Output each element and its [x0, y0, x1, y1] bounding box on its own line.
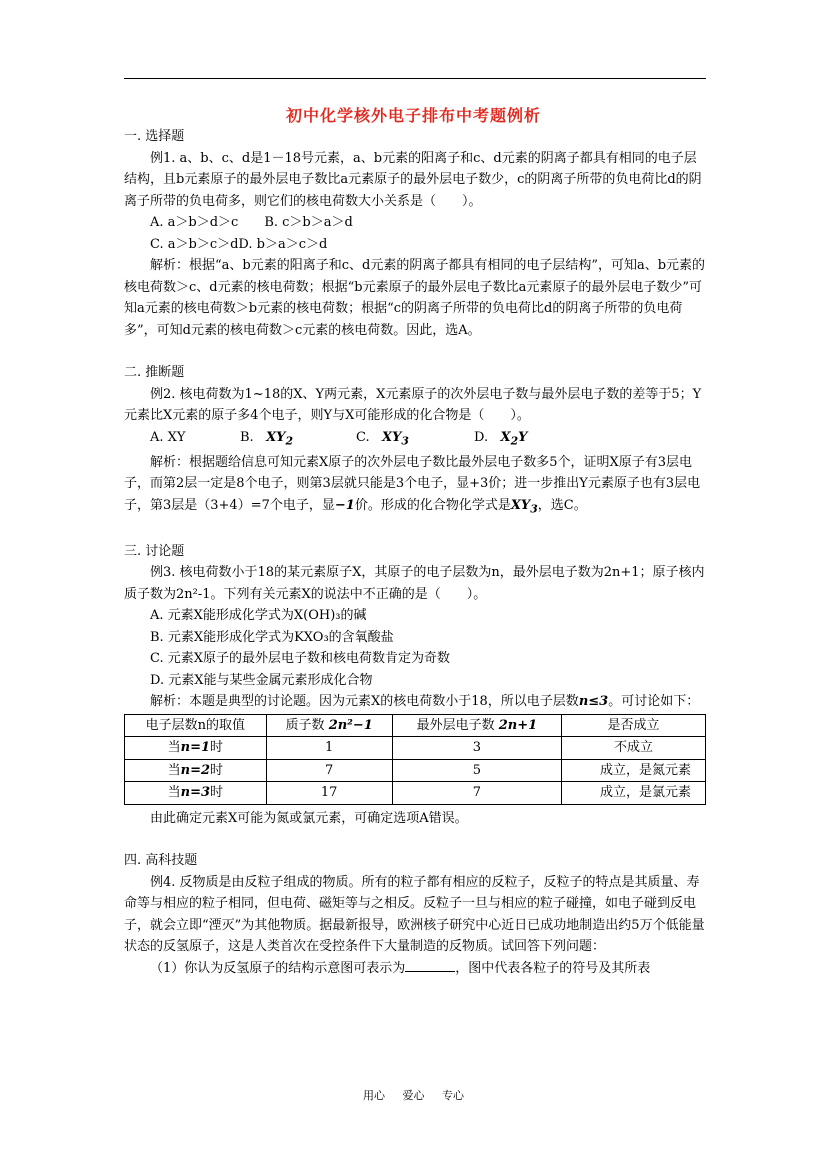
table-cell: 不成立 — [562, 737, 706, 760]
answer-2: 解析：根据题给信息可知元素X原子的次外层电子数比最外层电子数多5个，证明X原子有3层电子，而第2层一定是8个电子，则第3层就只能是3个电子，显+3价；进一步推出Y元素原子也有3层电子，第3层是（3+4）=7个电子，显−1价。形成的化合物化学式是$XY_3$，选C。 — [124, 454, 701, 516]
question-1-options-cd: C. a＞b＞c＞dD. b＞a＞c＞d — [150, 236, 328, 252]
question-3: 例3. 核电荷数小于18的某元素原子X，其原子的电子层数为n，最外层电子数为2n+1；原子核内质子数为2n²-1。下列有关元素X的说法中不正确的是（ ）。 — [124, 565, 705, 602]
table-cell: 3 — [392, 737, 561, 760]
option-d: D. $X_2Y$ — [474, 429, 528, 448]
discussion-table — [124, 714, 706, 805]
conclusion-3: 由此确定元素X可能为氮或氯元素，可确定选项A错误。 — [150, 810, 468, 826]
option-a: A. XY — [150, 429, 186, 445]
document-title: 初中化学核外电子排布中考题例析 — [285, 106, 541, 125]
question-1-options-ab: A. a＞b＞d＞c B. c＞b＞a＞d — [150, 215, 353, 230]
option-b: B. $XY_2$ — [240, 429, 294, 448]
table-row — [125, 782, 706, 805]
answer-1: 解析：根据“a、b元素的阳离子和c、d元素的阴离子都具有相同的电子层结构”，可知a、b元素的核电荷数＞c、d元素的核电荷数；根据“b元素原子的最外层电子数比a元素原子的最外层电子数少”可知a元素的核电荷数＞b元素的核电荷数；根据“c的阴离子所带的负电荷比d的阴离子所带的负电荷多”，可知d元素的核电荷数＞c元素的核电荷数。因此，选A。 — [124, 258, 706, 338]
question-1: 例1. a、b、c、d是1－18号元素，a、b元素的阳离子和c、d元素的阴离子都具有相同的电子层结构，且b元素原子的最外层电子数比a元素原子的最外层电子数少，c的阴离子所带的负电荷比d的阴离子所带的负电荷多，则它们的核电荷数大小关系是（ ）。 — [124, 150, 702, 209]
section-heading-1: 一. 选择题 — [124, 129, 185, 144]
question-3-option-c: C. 元素X原子的最外层电子数和核电荷数肯定为奇数 — [150, 651, 451, 667]
table-cell: 7 — [392, 782, 561, 805]
question-3-option-d: D. 元素X能与某些金属元素形成化合物 — [150, 672, 373, 688]
question-4: 例4. 反物质是由反粒子组成的物质。所有的粒子都有相应的反粒子，反粒子的特点是其质量、寿命等与相应的粒子相同，但电荷、磁矩等与之相反。反粒子一旦与相应的粒子碰撞，如电子碰到反电子，就会立即“湮灭”为其他物质。据最新报导，欧洲核子研究中心近日已成功地制造出约5万个低能量状态的反氢原子，这是人类首次在受控条件下大量制造的反物质。试回答下列问题： — [124, 874, 705, 955]
table-row — [125, 737, 706, 760]
table-row — [125, 759, 706, 782]
table-header: 电子层数n的取值 — [125, 714, 267, 737]
table-cell: 17 — [266, 782, 392, 805]
table-cell: 当n=3时 — [125, 782, 267, 805]
header-rule — [124, 78, 706, 79]
option-c: C. $XY_3$ — [356, 429, 409, 448]
question-2-options — [124, 427, 706, 452]
section-heading-3: 三. 讨论题 — [124, 543, 185, 559]
table-header: 质子数 2n²−1 — [266, 714, 392, 737]
table-cell: 7 — [266, 759, 392, 782]
section-heading-2: 二. 推断题 — [124, 365, 185, 380]
question-3-option-b: B. 元素X能形成化学式为KXO₃的含氧酸盐 — [150, 629, 394, 645]
answer-blank — [405, 959, 455, 972]
question-4-sub-1: （1）你认为反氢原子的结构示意图可表示为 ，图中代表各粒子的符号及其所表 — [150, 960, 651, 976]
table-cell: 成立，是氯元素 — [562, 782, 706, 805]
question-3-option-a: A. 元素X能形成化学式为X(OH)₃的碱 — [150, 608, 367, 624]
table-cell: 1 — [266, 737, 392, 760]
table-cell: 当n=1时 — [125, 737, 267, 760]
answer-3: 解析：本题是典型的讨论题。因为元素X的核电荷数小于18，所以电子层数n≤3。可讨论如下： — [150, 694, 700, 710]
document-body — [124, 126, 706, 979]
table-header-row — [125, 714, 706, 737]
question-2: 例2. 核电荷数为1~18的X、Y两元素，X元素原子的次外层电子数与最外层电子数的差等于5；Y元素比X元素的原子多4个电子，则Y与X可能形成的化合物是（ ）。 — [124, 386, 702, 423]
table-header: 是否成立 — [562, 714, 706, 737]
table-cell: 成立，是氮元素 — [562, 759, 706, 782]
table-cell: 当n=2时 — [125, 759, 267, 782]
section-heading-4: 四. 高科技题 — [124, 853, 198, 869]
table-cell: 5 — [392, 759, 561, 782]
table-header: 最外层电子数 2n+1 — [392, 714, 561, 737]
page-footer: 用心 爱心 专心 — [363, 1089, 464, 1102]
